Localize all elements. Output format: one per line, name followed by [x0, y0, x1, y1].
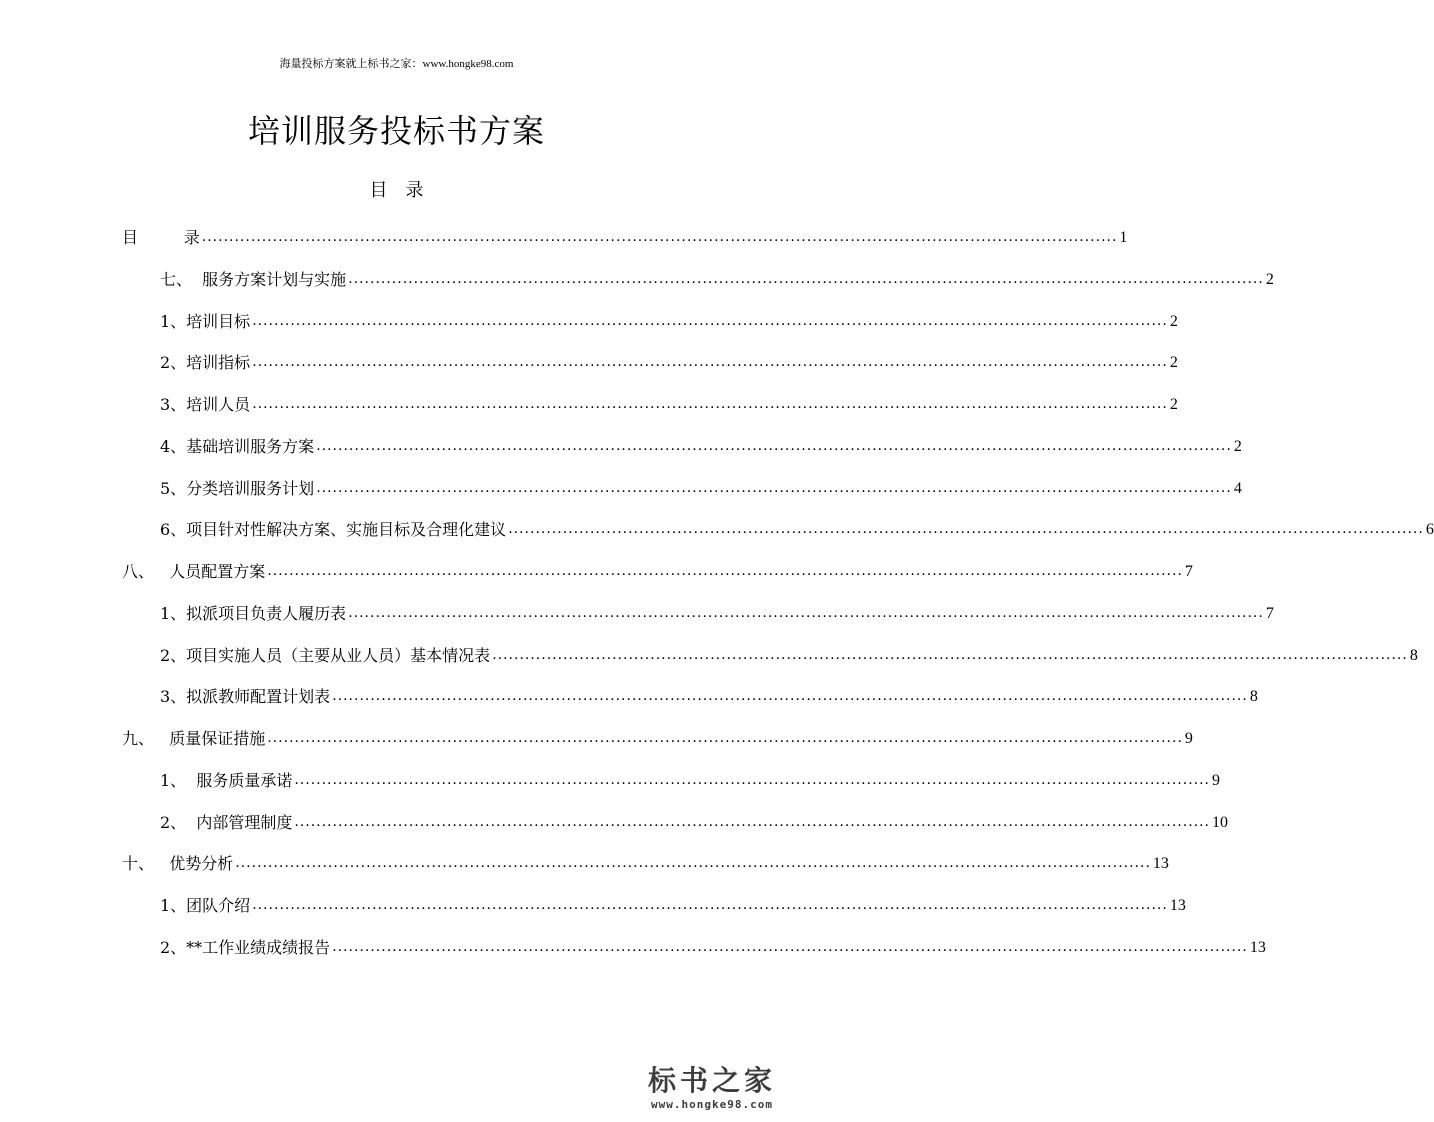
toc-entry-label: 4、基础培训服务方案 [160, 437, 315, 456]
toc-entry-label: 1、团队介绍 [160, 896, 251, 915]
toc-entry-page: 13 [1152, 855, 1169, 872]
toc-entry-page: 4 [1233, 480, 1242, 497]
page-header: 海量投标方案就上标书之家：www.hongke98.com [279, 58, 514, 70]
logo-text: 标书之家 [647, 1064, 776, 1097]
toc-dot-leader: ........................................................................................................................................................................ [332, 939, 1248, 955]
toc-entry[interactable] [160, 347, 1178, 373]
toc-entry[interactable] [160, 389, 1178, 415]
toc-entry[interactable] [160, 473, 1242, 499]
toc-entry[interactable] [160, 765, 1220, 791]
toc-entry-label: 1、拟派项目负责人履历表 [160, 604, 347, 623]
toc-entry-page: 6 [1425, 521, 1434, 538]
toc-entry-page: 9 [1184, 730, 1193, 747]
toc-dot-leader: ........................................................................................................................................................................ [294, 814, 1210, 830]
toc-entry-page: 2 [1169, 354, 1178, 371]
toc-entry-page: 8 [1249, 688, 1258, 705]
toc-entry-page: 2 [1265, 271, 1274, 288]
toc-entry[interactable] [122, 556, 1193, 582]
toc-entry-page: 13 [1249, 939, 1266, 956]
toc-dot-leader: ........................................................................................................................................................................ [492, 647, 1408, 663]
toc-entry[interactable] [160, 264, 1274, 290]
toc-dot-leader: ........................................................................................................................................................................ [235, 855, 1151, 871]
toc-entry[interactable] [160, 890, 1186, 916]
toc-entry-label: 十、 优势分析 [122, 854, 234, 873]
toc-dot-leader: ........................................................................................................................................................................ [348, 605, 1264, 621]
toc-entry-label: 6、项目针对性解决方案、实施目标及合理化建议 [160, 520, 507, 539]
toc-dot-leader: ........................................................................................................................................................................ [332, 688, 1248, 704]
toc-dot-leader: ........................................................................................................................................................................ [201, 229, 1118, 245]
toc-heading: 目 录 [369, 180, 424, 201]
toc-entry-label: 目 录 [122, 228, 200, 247]
toc-entry[interactable] [160, 598, 1274, 624]
toc-entry-page: 9 [1212, 772, 1220, 789]
toc-dot-leader: ........................................................................................................................................................................ [252, 354, 1168, 370]
toc-entry-label: 2、项目实施人员（主要从业人员）基本情况表 [160, 646, 491, 665]
toc-dot-leader: ........................................................................................................................................................................ [252, 313, 1168, 329]
toc-entry-label: 2、**工作业绩成绩报告 [160, 938, 331, 957]
toc-entry-label: 2、 内部管理制度 [160, 813, 293, 832]
toc-entry-page: 2 [1169, 313, 1178, 330]
toc-entry-label: 1、培训目标 [160, 312, 251, 331]
table-of-contents [0, 222, 1434, 962]
toc-entry[interactable] [160, 306, 1178, 332]
toc-entry[interactable] [160, 807, 1228, 833]
toc-entry-page: 7 [1184, 563, 1193, 580]
toc-entry[interactable] [160, 431, 1242, 457]
toc-entry-label: 七、 服务方案计划与实施 [160, 270, 347, 289]
toc-dot-leader: ........................................................................................................................................................................ [348, 271, 1264, 287]
toc-entry[interactable] [122, 723, 1193, 749]
toc-dot-leader: ........................................................................................................................................................................ [267, 730, 1183, 746]
toc-entry-label: 1、 服务质量承诺 [160, 771, 293, 790]
toc-entry-label: 2、培训指标 [160, 353, 251, 372]
logo-url: www.hongke98.com [651, 1098, 773, 1111]
toc-dot-leader: ........................................................................................................................................................................ [252, 396, 1168, 412]
toc-dot-leader: ........................................................................................................................................................................ [316, 438, 1232, 454]
toc-dot-leader: ........................................................................................................................................................................ [316, 480, 1232, 496]
toc-dot-leader: ........................................................................................................................................................................ [294, 772, 1210, 788]
toc-entry-label: 八、 人员配置方案 [122, 562, 266, 581]
toc-entry-page: 2 [1233, 438, 1242, 455]
toc-entry-page: 13 [1169, 897, 1186, 914]
toc-entry[interactable] [160, 681, 1258, 707]
toc-entry[interactable] [122, 848, 1169, 874]
toc-entry-page: 2 [1169, 396, 1178, 413]
site-logo[interactable] [632, 1064, 792, 1122]
toc-entry[interactable] [160, 932, 1266, 958]
document-title: 培训服务投标书方案 [247, 112, 545, 150]
toc-entry[interactable] [160, 514, 1434, 540]
toc-entry[interactable] [122, 222, 1128, 248]
toc-entry[interactable] [160, 640, 1418, 666]
toc-dot-leader: ........................................................................................................................................................................ [508, 521, 1424, 537]
toc-entry-label: 5、分类培训服务计划 [160, 479, 315, 498]
toc-dot-leader: ........................................................................................................................................................................ [252, 897, 1168, 913]
toc-dot-leader: ........................................................................................................................................................................ [267, 563, 1183, 579]
toc-entry-label: 3、培训人员 [160, 395, 251, 414]
toc-entry-label: 3、拟派教师配置计划表 [160, 687, 331, 706]
toc-entry-label: 九、 质量保证措施 [122, 729, 266, 748]
toc-entry-page: 1 [1119, 229, 1128, 246]
toc-entry-page: 7 [1265, 605, 1274, 622]
toc-entry-page: 10 [1212, 814, 1228, 831]
toc-entry-page: 8 [1409, 647, 1418, 664]
